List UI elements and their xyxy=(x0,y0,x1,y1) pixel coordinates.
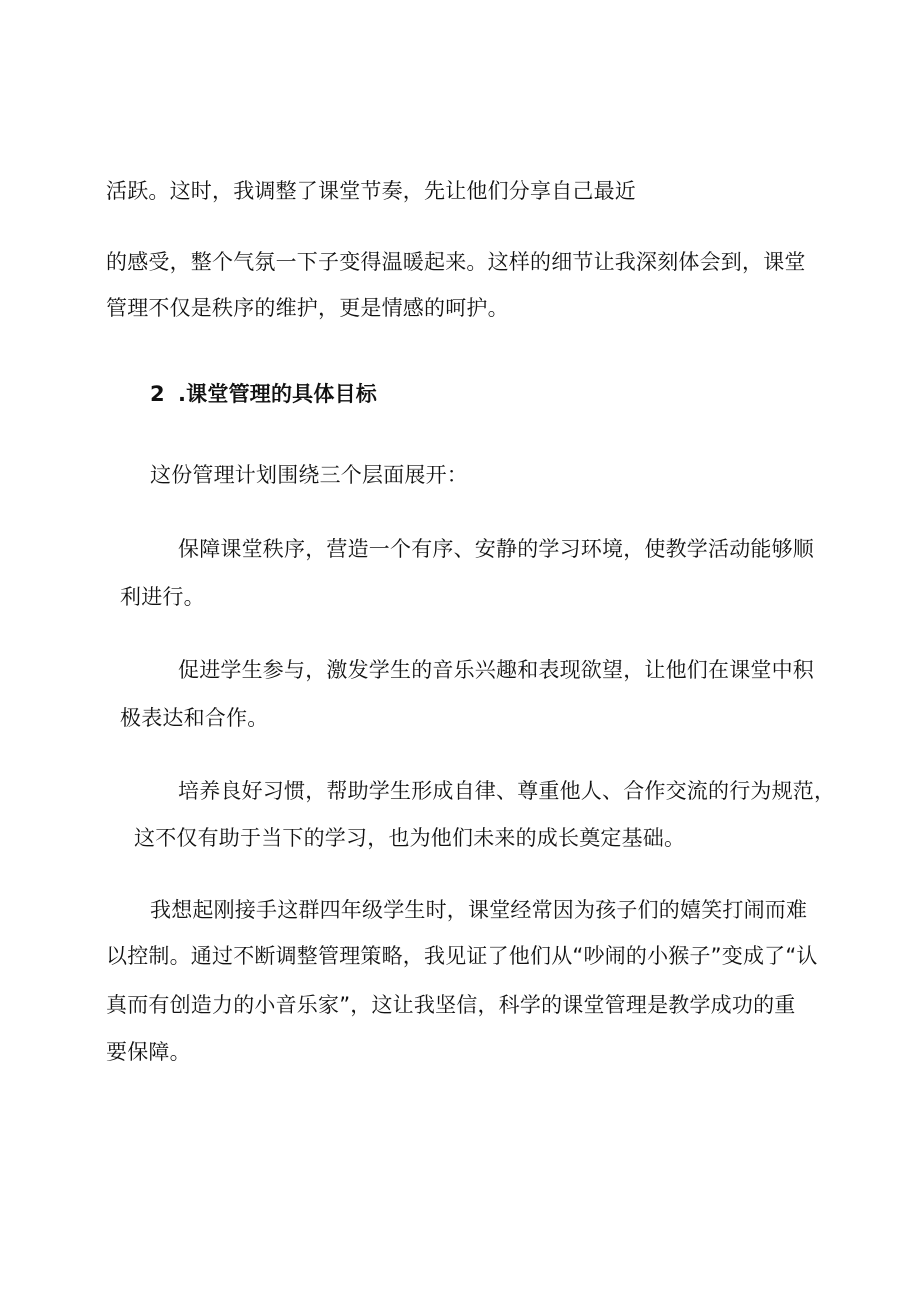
goal-2-line-2: 极表达和合作。 xyxy=(120,706,269,730)
goal-3-line-2: 这不仅有助于当下的学习，也为他们未来的成长奠定基础。 xyxy=(134,826,686,850)
section-heading xyxy=(150,381,377,407)
intro-line-3: 管理不仅是秩序的维护，更是情感的呵护。 xyxy=(106,296,509,320)
intro-line-1: 活跃。这时，我调整了课堂节奏，先让他们分享自己最近 xyxy=(106,179,636,203)
closing-line-1: 我想起刚接手这群四年级学生时，课堂经常因为孩子们的嬉笑打闹而难 xyxy=(150,898,808,922)
section-number: 2 xyxy=(150,382,165,406)
lead-paragraph: 这份管理计划围绕三个层面展开： xyxy=(150,463,468,487)
goal-3-line-1: 培养良好习惯，帮助学生形成自律、尊重他人、合作交流的行为规范， xyxy=(178,779,836,803)
closing-line-4: 要保障。 xyxy=(106,1040,191,1064)
goal-1-line-1: 保障课堂秩序，营造一个有序、安静的学习环境，使教学活动能够顺 xyxy=(178,537,814,561)
closing-line-2: 以控制。通过不断调整管理策略，我见证了他们从“吵闹的小猴子”变成了“认 xyxy=(106,944,818,968)
closing-line-3: 真而有创造力的小音乐家”，这让我坚信，科学的课堂管理是教学成功的重 xyxy=(106,993,796,1017)
intro-line-2: 的感受，整个气氛一下子变得温暖起来。这样的细节让我深刻体会到，课堂 xyxy=(106,250,806,274)
goal-1-line-2: 利进行。 xyxy=(120,585,205,609)
goal-2-line-1: 促进学生参与，激发学生的音乐兴趣和表现欲望，让他们在课堂中积 xyxy=(178,658,814,682)
section-title: .课堂管理的具体目标 xyxy=(178,382,377,406)
